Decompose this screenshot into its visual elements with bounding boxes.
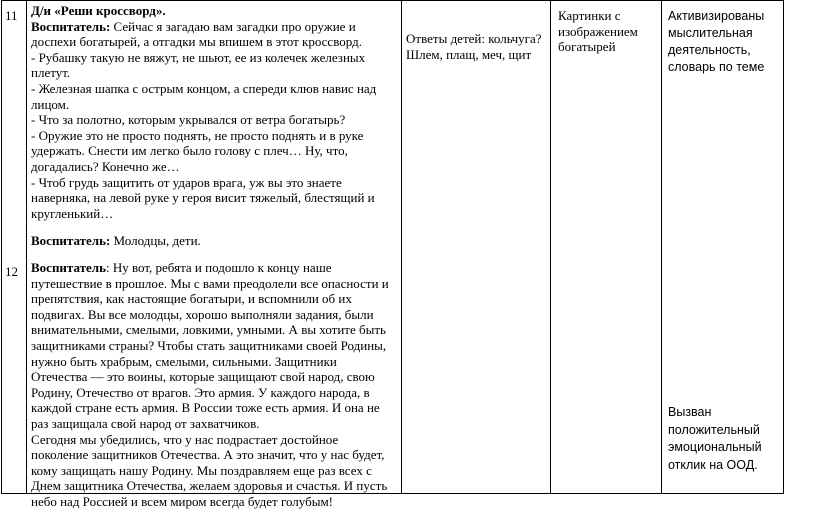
outcome-row-12: Вызван положительный эмоциональный отклик на ООД.: [668, 405, 762, 472]
row-number-11: 11: [5, 8, 18, 23]
children-answers: Ответы детей: кольчуга? Шлем, плащ, меч, щит: [406, 31, 542, 62]
teacher-label: Воспитатель: [31, 260, 106, 275]
table-left-border: [1, 0, 2, 494]
column-divider-3: [550, 0, 551, 494]
riddle-3: - Что за полотно, которым укрывался от ветра богатырь?: [31, 112, 346, 128]
row-number-12: 12: [5, 264, 18, 279]
riddle-1: - Рубашку такую не вяжут, не шьют, ее из колечек железных плетут.: [31, 49, 366, 81]
praise-text: Молодцы, дети.: [113, 233, 201, 249]
riddle-4: - Оружие это не просто поднять, не просто поднять и в руке удержать. Снести им легко было голову с плеч… Ну, что, догадались? Конечно же…: [31, 127, 364, 174]
riddle-2: - Железная шапка с острым концом, а спереди клюв навис над лицом.: [31, 80, 377, 112]
intro-paragraph: [31, 19, 391, 50]
table-right-border: [783, 0, 784, 494]
riddle-5: - Чтоб грудь защитить от ударов врага, уж вы это знаете наверняка, на левой руке у героя висит тяжелый, блестящий и кругленький…: [31, 174, 375, 221]
teacher-label: Воспитатель:: [31, 233, 111, 249]
praise-paragraph: [31, 233, 391, 249]
column-divider-1: [26, 0, 27, 494]
row-11-content: [31, 3, 391, 249]
column-divider-4: [661, 0, 662, 494]
conclusion-text-1: : Ну вот, ребята и подошло к концу наше путешествие в прошлое. Мы с вами преодолели все опасности и препятствия, как настоящие богатыри, и вспомнили об их подвигах. Вы все молодцы, хорошо выполняли задания, были внимательными, смелыми, ловкими, умными. А вы хотите быть защитниками страны? Чтобы стать защитниками своей Родины, нужно быть храбрым, смелыми, сильными. Защитники Отечества — это воины, которые защищают свой народ, свою Родину, Отечество от врагов. Это армия. У каждого народа, в каждой стране есть армия. В России тоже есть армия. И она не раз защищала свой народ от захватчиков.: [31, 260, 389, 431]
game-heading: Д/и «Реши кроссворд».: [31, 3, 166, 18]
intro-text: Сейчас я загадаю вам загадки про оружие и доспехи богатырей, а отгадки мы впишем в этот кроссворд.: [31, 18, 362, 50]
table-top-border: [1, 0, 783, 1]
row-12-content: [31, 260, 393, 510]
conclusion-paragraph-1: [31, 260, 393, 432]
conclusion-paragraph-2: Сегодня мы убедились, что у нас подрастает достойное поколение защитников Отечества. А это значит, что у нас будет, кому защищать нашу Родину. Мы поздравляем еще раз всех с Днем защитника Отечества, желаем здоровья и счастья. И пусть небо над Россией и всем миром всегда будет голубым!: [31, 431, 388, 509]
column-divider-2: [401, 0, 402, 494]
teacher-label: Воспитатель:: [31, 18, 111, 34]
materials: Картинки с изображением богатырей: [558, 8, 638, 55]
outcome-row-11: Активизированы мыслительная деятельность, словарь по теме: [668, 9, 765, 74]
